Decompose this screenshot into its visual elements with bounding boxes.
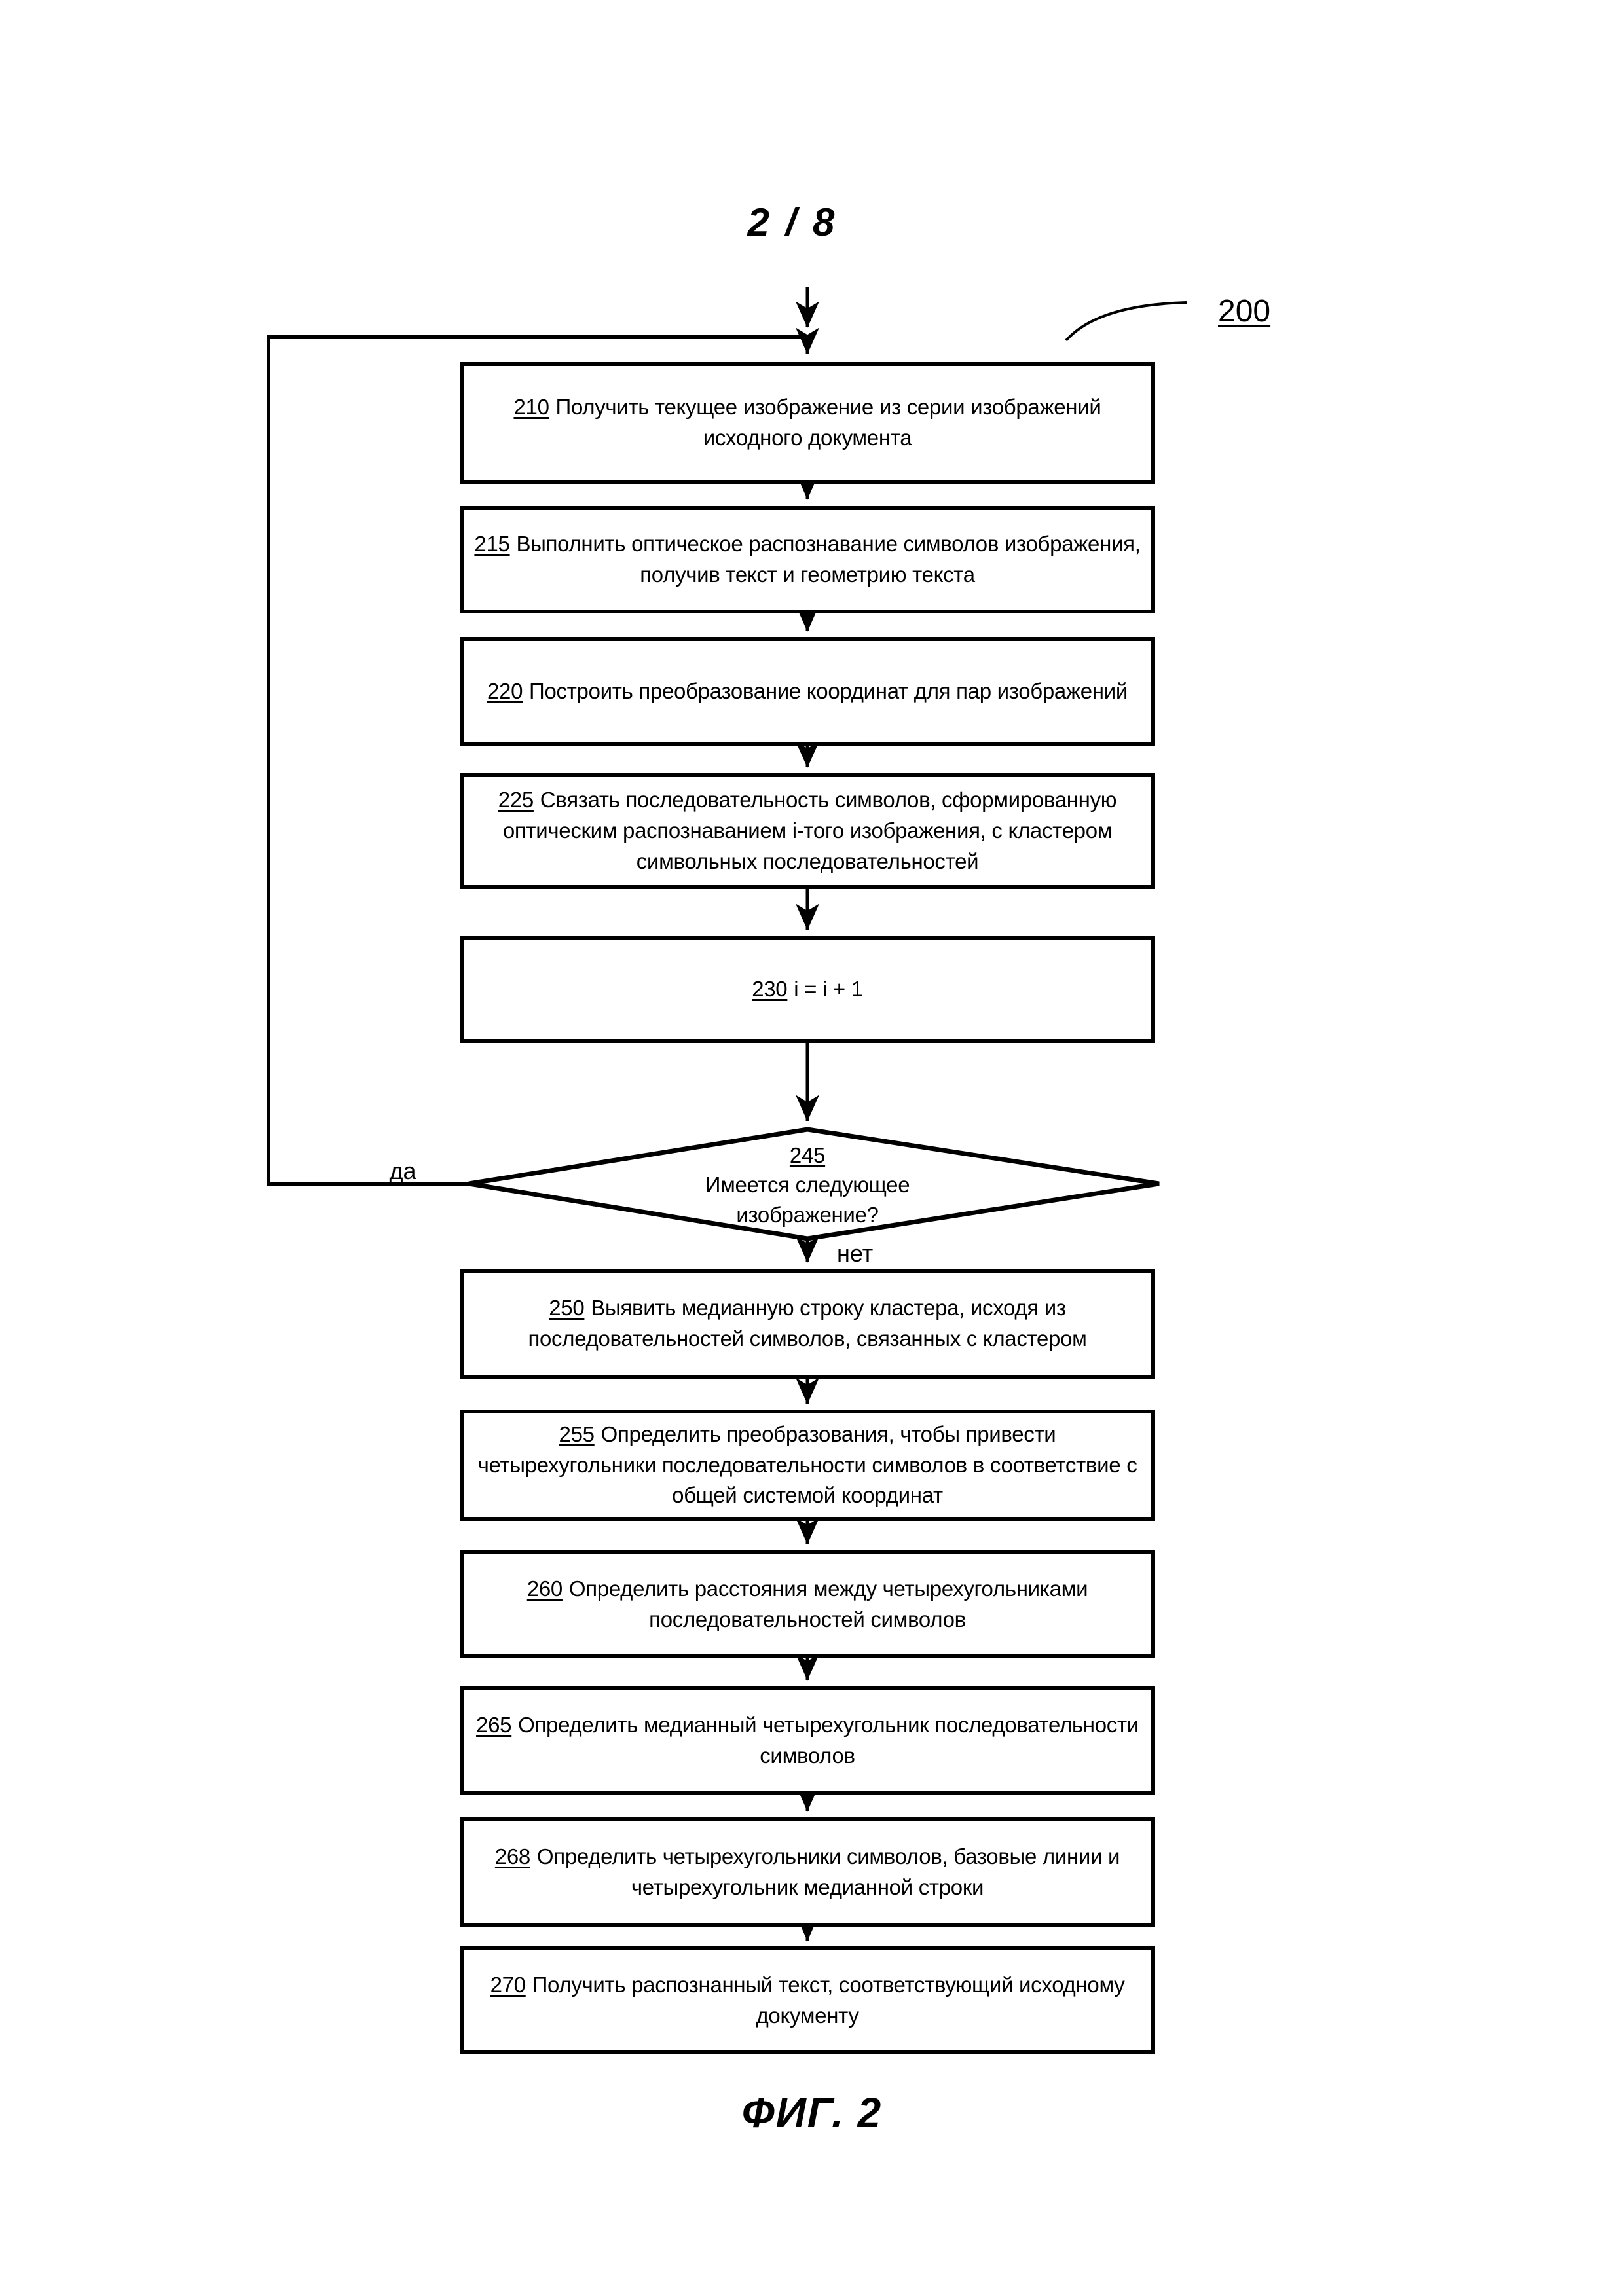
node-text: Определить медианный четырехугольник последовательности символов <box>518 1713 1139 1768</box>
node-content <box>471 785 1143 877</box>
node-text: Получить текущее изображение из серии изображений исходного документа <box>555 395 1101 450</box>
figure-reference-number: 200 <box>1218 294 1271 329</box>
node-content <box>471 1970 1143 2032</box>
node-text: Получить распознанный текст, соответствующий исходному документу <box>532 1972 1125 2028</box>
flow-node-255 <box>460 1410 1155 1521</box>
node-content <box>471 1293 1143 1355</box>
node-text: Выявить медианную строку кластера, исходя из последовательностей символов, связанных с кластером <box>528 1296 1087 1351</box>
reference-leader-curve <box>1066 302 1187 340</box>
flow-node-260 <box>460 1550 1155 1658</box>
node-content <box>471 1574 1143 1635</box>
branch-label-yes: да <box>389 1157 416 1184</box>
node-number: 220 <box>487 678 523 703</box>
branch-label-no: нет <box>837 1240 874 1267</box>
flow-node-225 <box>460 773 1155 889</box>
node-content <box>471 529 1143 591</box>
flow-node-270 <box>460 1946 1155 2054</box>
flow-node-250 <box>460 1269 1155 1379</box>
flow-node-265 <box>460 1686 1155 1795</box>
node-number: 250 <box>549 1296 585 1321</box>
node-number: 265 <box>476 1713 512 1738</box>
node-content <box>487 676 1128 707</box>
flow-node-215 <box>460 506 1155 613</box>
node-content <box>471 1710 1143 1772</box>
node-content <box>471 392 1143 454</box>
node-text: Связать последовательность символов, сформированную оптическим распознаванием i-того изображения, с кластером символьных последовательностей <box>502 788 1117 873</box>
figure-caption: ФИГ. 2 <box>741 2089 883 2136</box>
node-content <box>471 1419 1143 1512</box>
node-number: 230 <box>752 977 788 1002</box>
node-content <box>752 974 863 1005</box>
node-text: Определить расстояния между четырехугольниками последовательностей символов <box>568 1576 1088 1631</box>
node-text: Построить преобразование координат для пар изображений <box>529 678 1128 703</box>
node-number: 225 <box>498 788 534 812</box>
node-text: Выполнить оптическое распознавание символов изображения, получив текст и геометрию текста <box>516 532 1141 587</box>
page-number: 2 / 8 <box>747 200 838 244</box>
node-text: Имеется следующее изображение? <box>705 1173 910 1227</box>
node-number: 215 <box>474 532 510 556</box>
flow-node-245 <box>663 1138 951 1232</box>
node-number: 255 <box>559 1421 595 1446</box>
flow-node-268 <box>460 1817 1155 1927</box>
node-number: 245 <box>789 1142 826 1167</box>
node-number: 270 <box>490 1972 526 1997</box>
node-number: 210 <box>513 395 549 420</box>
flow-node-220 <box>460 637 1155 746</box>
node-text: Определить преобразования, чтобы привести четырехугольники последовательности символов в соответствие с общей системой координат <box>477 1421 1137 1508</box>
node-content <box>471 1842 1143 1903</box>
node-text: Определить четырехугольники символов, базовые линии и четырехугольник медианной строки <box>536 1844 1120 1899</box>
node-number: 268 <box>494 1844 530 1868</box>
flow-node-230 <box>460 936 1155 1043</box>
node-text: i = i + 1 <box>794 977 863 1002</box>
node-number: 260 <box>526 1576 563 1601</box>
flow-node-210 <box>460 362 1155 484</box>
